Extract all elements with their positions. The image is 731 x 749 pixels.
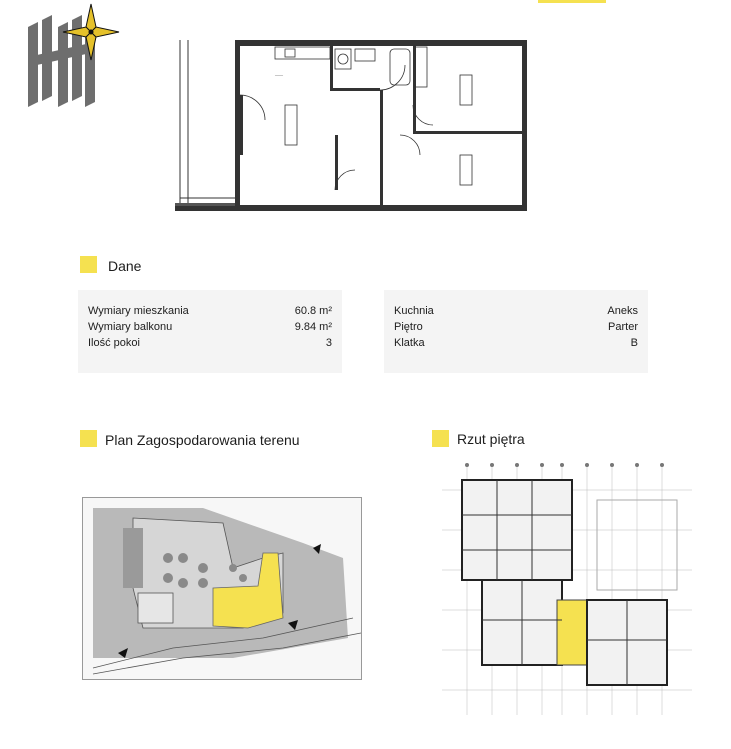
building-compass-logo-icon[interactable]: [25, 2, 125, 112]
dane-row: [394, 305, 638, 317]
dane-label: Klatka: [394, 337, 425, 349]
dane-card-left: [78, 290, 342, 373]
dane-row: [88, 305, 332, 317]
site-plan-title: Plan Zagospodarowania terenu: [105, 432, 300, 448]
dane-label: Piętro: [394, 321, 423, 333]
dane-value: 9.84 m²: [294, 321, 332, 333]
dane-marker: [80, 256, 97, 273]
dane-row: [88, 337, 332, 349]
dane-label: Kuchnia: [394, 305, 434, 317]
svg-text:____: ____: [275, 71, 283, 76]
dane-value: Aneks: [607, 305, 638, 317]
dane-title: Dane: [108, 258, 142, 274]
floor-plan-marker: [432, 430, 449, 447]
site-plan-marker: [80, 430, 97, 447]
dane-value: 60.8 m²: [294, 305, 332, 317]
dane-label: Wymiary mieszkania: [88, 305, 189, 317]
site-plan-image[interactable]: [82, 497, 362, 680]
dane-label: Wymiary balkonu: [88, 321, 173, 333]
top-accent-bar: [538, 0, 606, 3]
dane-value: Parter: [608, 321, 638, 333]
floor-plan-title: Rzut piętra: [457, 431, 525, 447]
dane-card-right: [384, 290, 648, 373]
apartment-floor-plan: [175, 35, 535, 215]
dane-row: [88, 321, 332, 333]
floor-plan-image[interactable]: [437, 460, 695, 720]
dane-label: Ilość pokoi: [88, 337, 140, 349]
dane-row: [394, 337, 638, 349]
dane-value: 3: [325, 337, 332, 349]
dane-value: B: [630, 337, 638, 349]
dane-row: [394, 321, 638, 333]
